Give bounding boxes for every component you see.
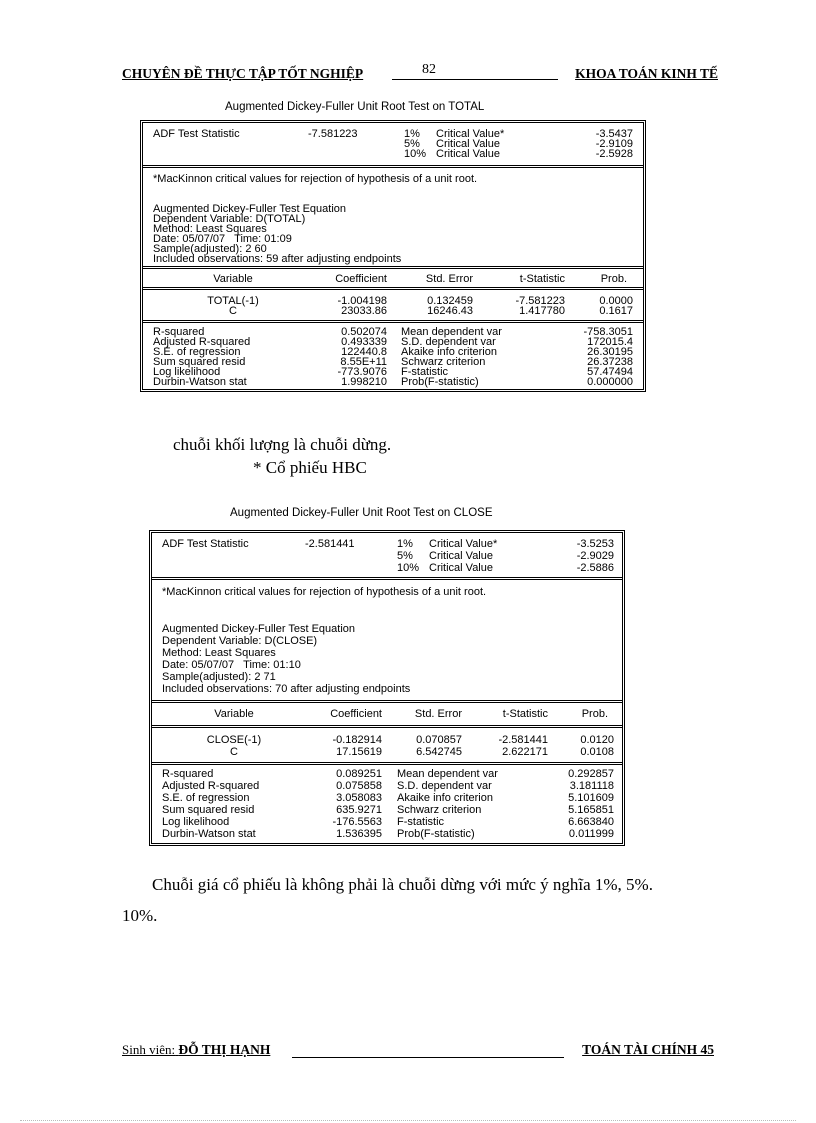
crit-label: Critical Value* xyxy=(429,538,498,550)
mackinnon-note: *MacKinnon critical values for rejection of hypothesis of a unit root. xyxy=(153,173,478,185)
crit-level: 10% xyxy=(397,562,420,574)
paragraph-conclusion-1: chuỗi khối lượng là chuỗi dừng. xyxy=(173,435,392,454)
stat-value: 26.37238 xyxy=(587,356,633,368)
stat-label: Log likelihood xyxy=(162,816,230,828)
tstat-cell: 2.622171 xyxy=(502,746,548,758)
stat-label: F-statistic xyxy=(401,366,449,378)
crit-level: 1% xyxy=(397,538,413,550)
stderr-cell: 0.070857 xyxy=(416,734,462,746)
stat-label: Durbin-Watson stat xyxy=(153,376,247,388)
stat-value: 1.998210 xyxy=(341,376,387,388)
col-header: t-Statistic xyxy=(519,273,565,285)
equation-line: Date: 05/07/07 Time: 01:09 xyxy=(153,233,292,245)
footer-student-name: ĐỖ THỊ HẠNH xyxy=(178,1042,271,1057)
tstat-cell: 1.417780 xyxy=(519,305,565,317)
stat-value: 3.058083 xyxy=(336,792,382,804)
header-right: KHOA TOÁN KINH TẾ xyxy=(575,66,718,81)
crit-level: 5% xyxy=(404,138,420,150)
table-row: CLOSE(-1) xyxy=(206,734,262,746)
stat-label: R-squared xyxy=(153,326,205,338)
stat-label: R-squared xyxy=(162,768,214,780)
stat-label: Adjusted R-squared xyxy=(162,780,260,792)
equation-line: Date: 05/07/07 Time: 01:10 xyxy=(162,659,301,671)
table1-title: Augmented Dickey-Fuller Unit Root Test on TOTAL xyxy=(225,101,485,113)
crit-label: Critical Value xyxy=(429,562,493,574)
stat-value: 6.663840 xyxy=(568,816,614,828)
stat-value: 26.30195 xyxy=(587,346,633,358)
stat-label: Log likelihood xyxy=(153,366,221,378)
tstat-cell: -2.581441 xyxy=(498,734,548,746)
coef-cell: -1.004198 xyxy=(337,295,387,307)
crit-value: -2.9029 xyxy=(576,550,614,562)
crit-level: 1% xyxy=(404,128,420,140)
stat-label: Prob(F-statistic) xyxy=(401,376,479,388)
table1-adf-section xyxy=(143,123,643,168)
crit-label: Critical Value xyxy=(429,550,493,562)
stat-value: 1.536395 xyxy=(336,828,382,840)
page-edge-dots xyxy=(20,1120,796,1121)
stat-label: Mean dependent var xyxy=(401,326,502,338)
table1-coef-section xyxy=(143,290,643,323)
col-header: Std. Error xyxy=(414,708,462,720)
stat-value: 122440.8 xyxy=(341,346,387,358)
crit-label: Critical Value xyxy=(436,138,500,150)
stat-label: Adjusted R-squared xyxy=(153,336,251,348)
coef-cell: -0.182914 xyxy=(332,734,382,746)
header-left: CHUYÊN ĐỀ THỰC TẬP TỐT NGHIỆP xyxy=(122,66,364,81)
stat-label: F-statistic xyxy=(397,816,445,828)
equation-line: Method: Least Squares xyxy=(153,223,267,235)
table1 xyxy=(140,120,646,392)
stat-label: Sum squared resid xyxy=(153,356,246,368)
table1-header-row xyxy=(143,269,643,290)
table2-adf-section xyxy=(152,533,622,580)
footer-rule xyxy=(292,1057,564,1058)
col-header: Prob. xyxy=(581,708,608,720)
crit-level: 5% xyxy=(397,550,413,562)
stderr-cell: 16246.43 xyxy=(427,305,473,317)
crit-value: -3.5437 xyxy=(595,128,633,140)
stat-value: 5.165851 xyxy=(568,804,614,816)
footer-student-label: Sinh viên: xyxy=(122,1042,176,1057)
table2 xyxy=(149,530,625,846)
col-header: Std. Error xyxy=(425,273,473,285)
stat-value: 0.292857 xyxy=(568,768,614,780)
col-header: t-Statistic xyxy=(502,708,548,720)
crit-label: Critical Value xyxy=(436,148,500,160)
page-header xyxy=(122,62,718,84)
stat-label: Sum squared resid xyxy=(162,804,255,816)
crit-value: -2.5928 xyxy=(595,148,633,160)
crit-label: Critical Value* xyxy=(436,128,505,140)
crit-level: 10% xyxy=(404,148,427,160)
prob-cell: 0.0120 xyxy=(580,734,614,746)
prob-cell: 0.0108 xyxy=(580,746,614,758)
table2-note-section xyxy=(152,580,622,703)
equation-line: Dependent Variable: D(TOTAL) xyxy=(153,213,306,225)
table2-header-row xyxy=(152,703,622,728)
paragraph-conclusion-2: Chuỗi giá cổ phiếu là không phải là chuỗi dừng với mức ý nghĩa 1%, 5%. xyxy=(152,875,653,894)
crit-value: -2.5886 xyxy=(576,562,614,574)
stat-value: 8.55E+11 xyxy=(340,356,387,368)
col-header: Variable xyxy=(214,708,254,720)
col-header: Prob. xyxy=(600,273,627,285)
equation-line: Augmented Dickey-Fuller Test Equation xyxy=(162,623,356,635)
stat-value: 5.101609 xyxy=(568,792,614,804)
stat-value: 57.47494 xyxy=(587,366,633,378)
mackinnon-note: *MacKinnon critical values for rejection of hypothesis of a unit root. xyxy=(162,586,487,598)
stat-label: S.E. of regression xyxy=(153,346,241,358)
tstat-cell: -7.581223 xyxy=(515,295,565,307)
stat-value: -176.5563 xyxy=(332,816,382,828)
table-row: TOTAL(-1) xyxy=(207,295,259,307)
footer-right: TOÁN TÀI CHÍNH 45 xyxy=(582,1042,714,1057)
stat-label: Prob(F-statistic) xyxy=(397,828,475,840)
crit-value: -2.9109 xyxy=(595,138,633,150)
adf-label: ADF Test Statistic xyxy=(153,128,240,140)
coef-cell: 23033.86 xyxy=(341,305,387,317)
col-header: Coefficient xyxy=(335,273,387,285)
stat-value: 635.9271 xyxy=(336,804,382,816)
adf-value: -2.581441 xyxy=(305,538,355,550)
stat-label: S.E. of regression xyxy=(162,792,250,804)
stat-label: Akaike info criterion xyxy=(397,792,493,804)
col-header: Variable xyxy=(213,273,253,285)
stat-value: 0.000000 xyxy=(587,376,633,388)
table1-stats-section xyxy=(143,323,643,389)
table-row: C xyxy=(229,305,237,317)
table1-note-section xyxy=(143,168,643,269)
equation-line: Method: Least Squares xyxy=(162,647,276,659)
table2-stats-section xyxy=(152,765,622,843)
crit-value: -3.5253 xyxy=(576,538,614,550)
table2-coef-section xyxy=(152,728,622,765)
prob-cell: 0.0000 xyxy=(599,295,633,307)
stat-value: 0.075858 xyxy=(336,780,382,792)
equation-line: Included observations: 70 after adjusting endpoints xyxy=(162,683,411,695)
equation-line: Included observations: 59 after adjusting endpoints xyxy=(153,253,402,265)
page-footer xyxy=(122,1042,714,1062)
page-number: 82 xyxy=(422,62,436,77)
stat-value: 172015.4 xyxy=(587,336,633,348)
stat-label: Akaike info criterion xyxy=(401,346,497,358)
stat-value: 0.493339 xyxy=(341,336,387,348)
footer-student xyxy=(122,1042,270,1058)
stat-value: 3.181118 xyxy=(569,780,614,792)
stat-label: S.D. dependent var xyxy=(397,780,492,792)
adf-value: -7.581223 xyxy=(308,128,358,140)
paragraph-conclusion-2-cont: 10%. xyxy=(122,906,158,925)
header-rule xyxy=(392,79,558,80)
section-heading-hbc: * Cổ phiếu HBC xyxy=(253,458,367,477)
equation-line: Augmented Dickey-Fuller Test Equation xyxy=(153,203,347,215)
stat-label: S.D. dependent var xyxy=(401,336,496,348)
stat-label: Mean dependent var xyxy=(397,768,498,780)
equation-line: Dependent Variable: D(CLOSE) xyxy=(162,635,318,647)
stderr-cell: 0.132459 xyxy=(427,295,473,307)
adf-label: ADF Test Statistic xyxy=(162,538,249,550)
equation-line: Sample(adjusted): 2 71 xyxy=(162,671,276,683)
prob-cell: 0.1617 xyxy=(599,305,633,317)
stat-value: 0.502074 xyxy=(341,326,387,338)
stat-value: -758.3051 xyxy=(583,326,633,338)
stat-label: Schwarz criterion xyxy=(397,804,482,816)
coef-cell: 17.15619 xyxy=(336,746,382,758)
table2-title: Augmented Dickey-Fuller Unit Root Test on CLOSE xyxy=(230,507,493,519)
stat-value: 0.089251 xyxy=(336,768,382,780)
stat-label: Durbin-Watson stat xyxy=(162,828,256,840)
stat-value: -773.9076 xyxy=(337,366,387,378)
col-header: Coefficient xyxy=(330,708,382,720)
stderr-cell: 6.542745 xyxy=(416,746,462,758)
stat-label: Schwarz criterion xyxy=(401,356,486,368)
equation-line: Sample(adjusted): 2 60 xyxy=(153,243,267,255)
table-row: C xyxy=(230,746,238,758)
stat-value: 0.011999 xyxy=(568,828,614,840)
